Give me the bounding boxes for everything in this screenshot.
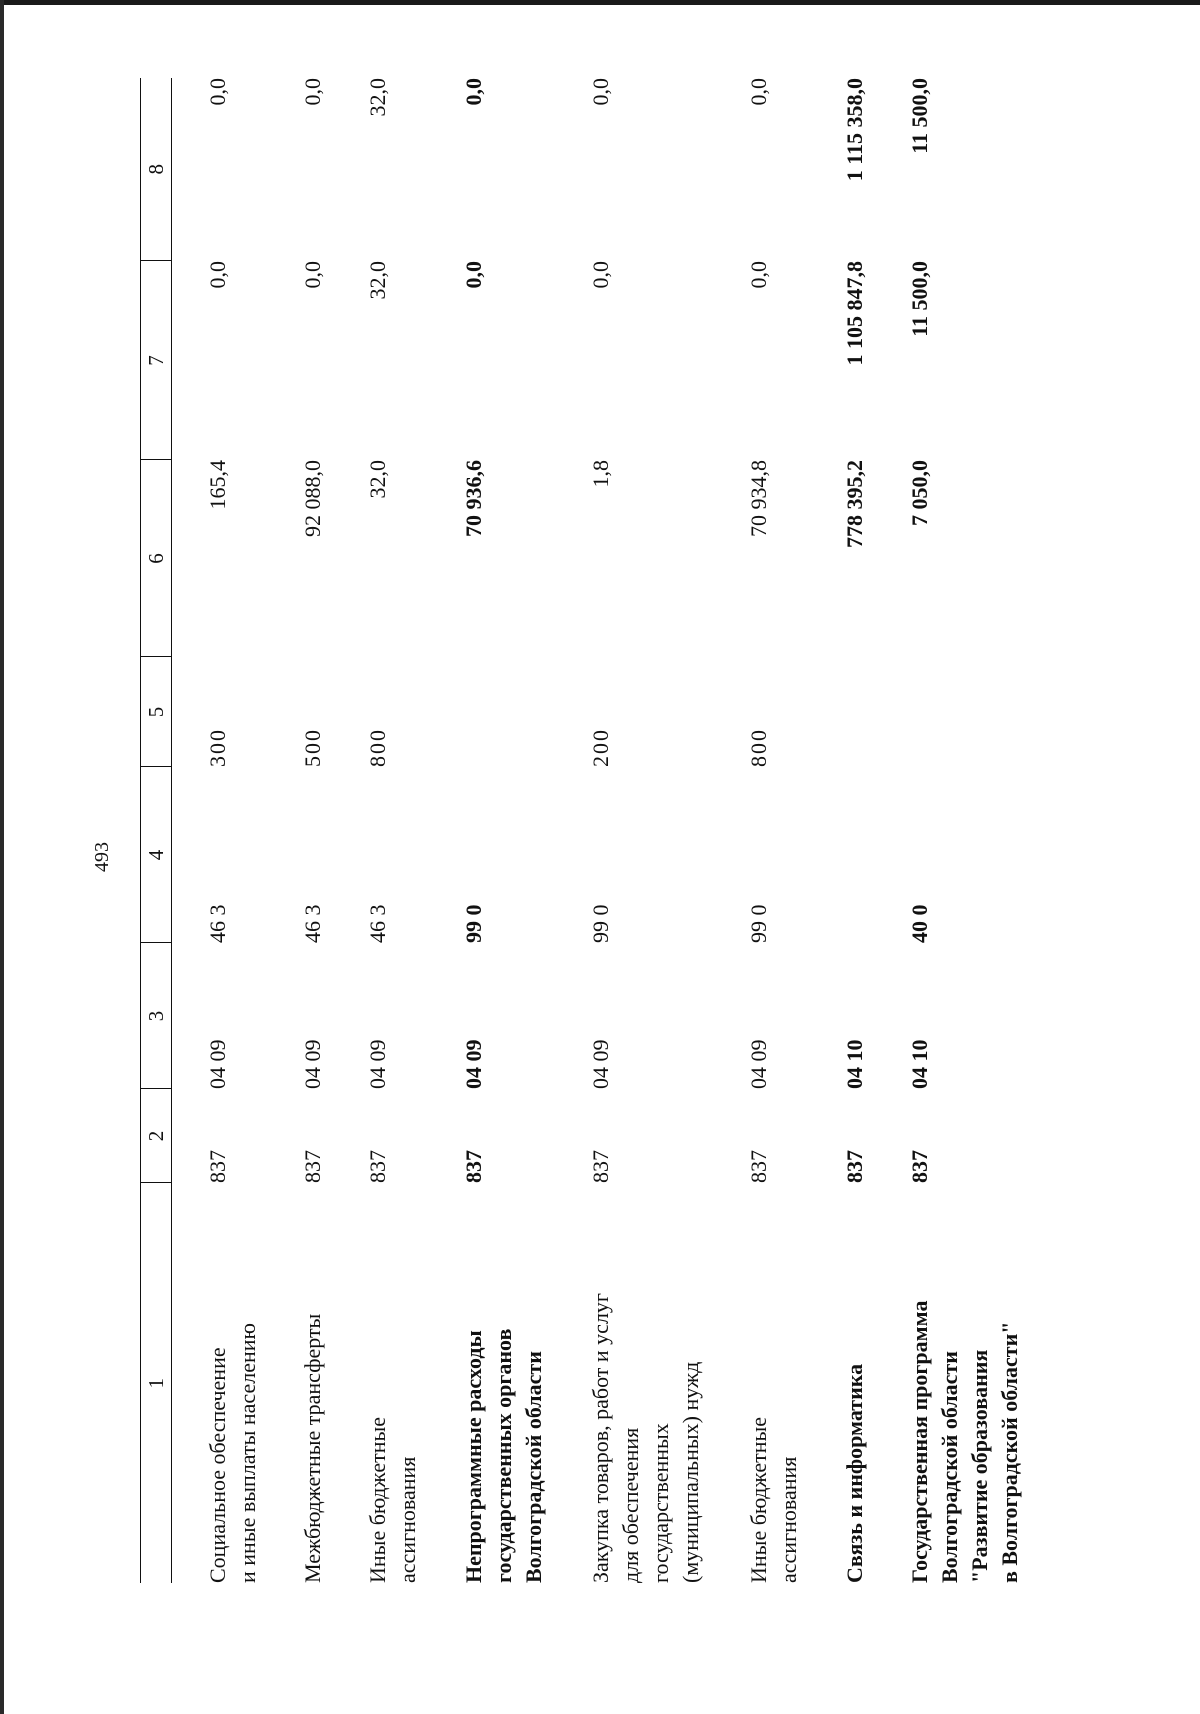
header-col-4: 4	[141, 767, 172, 943]
row-amount-3: 0,0	[300, 78, 325, 106]
row-ministry-code: 837	[746, 1150, 771, 1183]
row-program-code: 40 0	[907, 904, 932, 943]
row-amount-3: 0,0	[205, 78, 230, 106]
row-ministry-code: 837	[907, 1150, 932, 1183]
scan-edge-top	[0, 0, 1200, 5]
row-expense-type: 800	[746, 728, 771, 767]
row-amount-1: 7 050,0	[907, 460, 932, 526]
row-program-code: 99 0	[746, 904, 771, 943]
row-name: Связь и информатика	[842, 1363, 867, 1583]
row-section-code: 04 09	[205, 1039, 230, 1089]
table-row	[172, 78, 295, 1583]
row-program-code: 99 0	[588, 904, 613, 943]
row-program-code: 46 3	[300, 904, 325, 943]
row-ministry-code: 837	[300, 1150, 325, 1183]
row-amount-1: 70 936,6	[461, 460, 486, 537]
header-col-2: 2	[141, 1089, 172, 1183]
header-col-1: 1	[141, 1183, 172, 1583]
row-ministry-code: 837	[588, 1150, 613, 1183]
row-expense-type: 800	[365, 728, 390, 767]
row-amount-3: 0,0	[746, 78, 771, 106]
row-amount-1: 778 395,2	[842, 460, 867, 548]
row-amount-3: 0,0	[461, 78, 486, 106]
header-col-3: 3	[141, 943, 172, 1089]
row-program-code: 46 3	[205, 904, 230, 943]
scan-edge-left	[0, 0, 4, 1714]
table-row	[836, 78, 901, 1583]
row-amount-3: 1 115 358,0	[842, 78, 867, 182]
table-row	[359, 78, 455, 1583]
row-name: Иные бюджетные ассигнования	[746, 1416, 801, 1583]
row-section-code: 04 09	[300, 1039, 325, 1089]
row-amount-2: 32,0	[365, 261, 390, 300]
row-section-code: 04 10	[842, 1039, 867, 1089]
row-program-code	[836, 767, 901, 943]
page-number: 493	[91, 842, 113, 872]
row-name: Социальное обеспечение и иные выплаты населению	[205, 1323, 260, 1583]
row-program-code: 46 3	[365, 904, 390, 943]
row-name: Закупка товаров, работ и услуг для обеспечения государственных (муниципальных) нужд	[588, 1293, 703, 1583]
header-col-7: 7	[141, 261, 172, 460]
row-amount-2: 1 105 847,8	[842, 261, 867, 366]
budget-table	[140, 78, 1028, 1583]
header-col-6: 6	[141, 460, 172, 657]
row-amount-1: 92 088,0	[300, 460, 325, 537]
row-expense-type	[901, 657, 1028, 767]
row-amount-1: 165,4	[205, 460, 230, 510]
row-ministry-code: 837	[842, 1150, 867, 1183]
row-expense-type: 300	[205, 728, 230, 767]
row-ministry-code: 837	[205, 1150, 230, 1183]
row-name: Государственная программа Волгоградской области "Развитие образования в Волгоградской области"	[907, 1300, 1022, 1583]
row-section-code: 04 10	[907, 1039, 932, 1089]
row-section-code: 04 09	[746, 1039, 771, 1089]
row-name: Иные бюджетные ассигнования	[365, 1416, 420, 1583]
row-amount-3: 32,0	[365, 78, 390, 117]
row-amount-1: 1,8	[588, 460, 613, 488]
row-section-code: 04 09	[461, 1039, 486, 1089]
row-amount-1: 70 934,8	[746, 460, 771, 537]
row-amount-2: 0,0	[300, 261, 325, 289]
table-row	[294, 78, 359, 1583]
row-expense-type: 500	[300, 728, 325, 767]
row-amount-2: 0,0	[746, 261, 771, 289]
table-body	[172, 78, 1029, 1583]
row-name: Непрограммные расходы государственных органов Волгоградской области	[461, 1328, 546, 1583]
row-amount-2: 0,0	[588, 261, 613, 289]
table-row	[901, 78, 1028, 1583]
row-amount-2: 0,0	[205, 261, 230, 289]
table-row	[582, 78, 740, 1583]
table-row	[455, 78, 582, 1583]
row-name: Межбюджетные трансферты	[300, 1313, 325, 1583]
rotated-page-content	[140, 78, 1040, 1583]
row-amount-1: 32,0	[365, 460, 390, 499]
row-expense-type	[455, 657, 582, 767]
row-section-code: 04 09	[365, 1039, 390, 1089]
row-amount-3: 11 500,0	[907, 78, 932, 154]
row-ministry-code: 837	[461, 1150, 486, 1183]
table-row	[740, 78, 836, 1583]
header-row	[141, 78, 172, 1583]
row-section-code: 04 09	[588, 1039, 613, 1089]
row-ministry-code: 837	[365, 1150, 390, 1183]
row-amount-2: 11 500,0	[907, 261, 932, 337]
row-expense-type	[836, 657, 901, 767]
header-col-5: 5	[141, 657, 172, 767]
row-program-code: 99 0	[461, 904, 486, 943]
header-col-8: 8	[141, 78, 172, 261]
row-expense-type: 200	[588, 728, 613, 767]
row-amount-2: 0,0	[461, 261, 486, 289]
row-amount-3: 0,0	[588, 78, 613, 106]
